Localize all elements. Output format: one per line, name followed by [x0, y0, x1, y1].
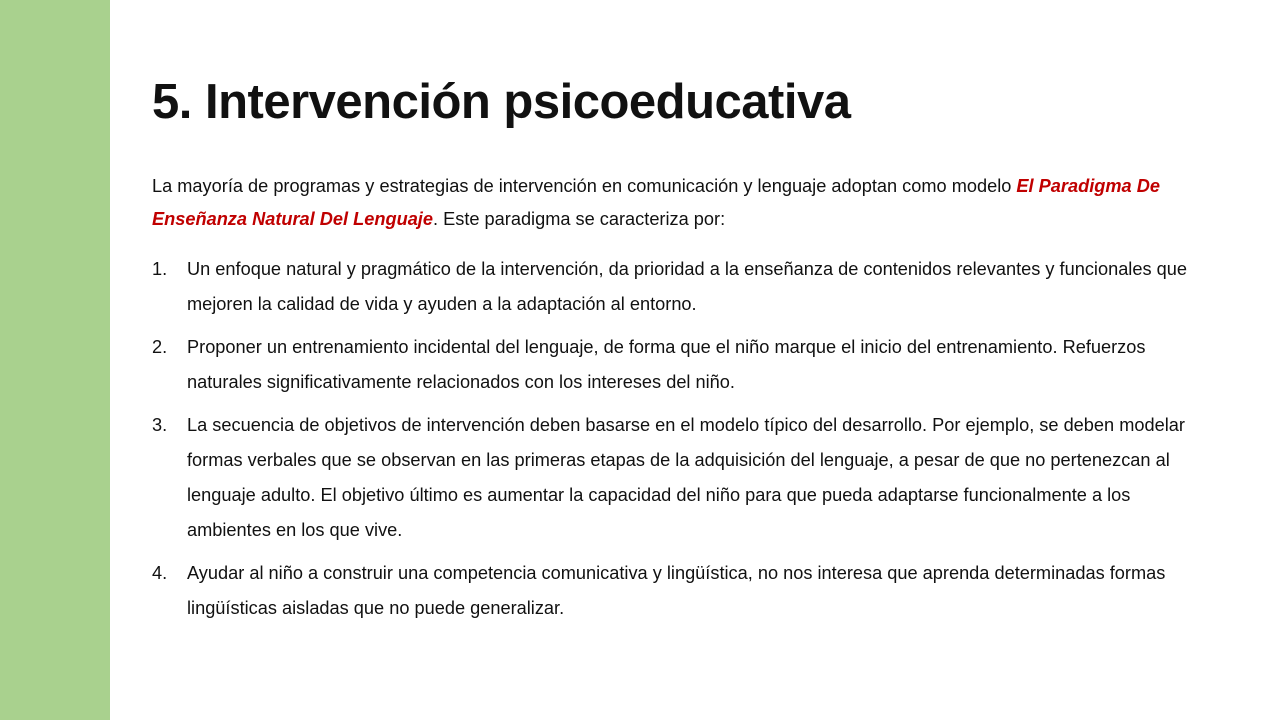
slide-title: 5. Intervención psicoeducativa	[152, 75, 851, 129]
list-item-number: 3.	[152, 415, 168, 435]
intro-text-before: La mayoría de programas y estrategias de intervención en comunicación y lenguaje adoptan como modelo	[152, 176, 1017, 196]
list-item-number: 4.	[152, 563, 168, 583]
list-item-text: Proponer un entrenamiento incidental del lenguaje, de forma que el niño marque el inicio del entrenamiento. Refuerzos naturales significativamente relacionados con los intereses del niño.	[187, 337, 1146, 392]
list-item-text: La secuencia de objetivos de intervención deben basarse en el modelo típico del desarrollo. Por ejemplo, se deben modelar formas verbales que se observan en las primeras etapas de la adquisición del lenguaje, a pesar de que no pertenezcan al lenguaje adulto. El objetivo último es aumentar la capacidad del niño para que pueda adaptarse funcionalmente a los ambientes en los que vive.	[187, 415, 1185, 540]
intro-paragraph	[152, 170, 1192, 236]
intro-text-after: . Este paradigma se caracteriza por:	[432, 209, 726, 229]
list-item-number: 2.	[152, 337, 168, 357]
list-item	[152, 252, 1202, 322]
list-item	[152, 408, 1202, 548]
list-item-text: Un enfoque natural y pragmático de la intervención, da prioridad a la enseñanza de contenidos relevantes y funcionales que mejoren la calidad de vida y ayuden a la adaptación al entorno.	[187, 259, 1187, 314]
accent-bar	[0, 0, 110, 720]
list-item	[152, 556, 1202, 626]
list-item-number: 1.	[152, 259, 168, 279]
characteristics-list	[152, 252, 1202, 634]
list-item	[152, 330, 1202, 400]
paradigm-highlight: El Paradigma De Enseñanza Natural Del Lenguaje	[152, 176, 1160, 229]
list-item-text: Ayudar al niño a construir una competencia comunicativa y lingüística, no nos interesa que aprenda determinadas formas lingüísticas aisladas que no puede generalizar.	[187, 563, 1166, 618]
